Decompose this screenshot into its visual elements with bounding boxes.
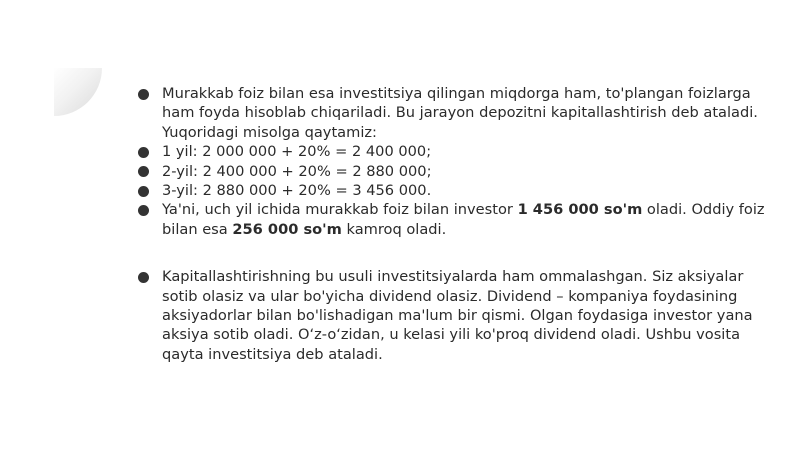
bullet-year-1: 1 yil: 2 000 000 + 20% = 2 400 000; — [137, 142, 777, 161]
bullet-summary — [137, 200, 777, 239]
summary-amount-compound: 1 456 000 so'm — [517, 201, 643, 219]
bullet-year-3: 3-yil: 2 880 000 + 20% = 3 456 000. — [137, 181, 777, 200]
summary-text-1: Ya'ni, uch yil ichida murakkab foiz bilan investor — [162, 201, 518, 219]
summary-text-2: oladi. Oddiy foiz bilan esa — [162, 201, 765, 238]
summary-text-3: kamroq oladi. — [341, 220, 447, 238]
bullet-compound-interest: Murakkab foiz bilan esa investitsiya qilingan miqdorga ham, to'plangan foizlarga ham foyda hisoblab chiqariladi. Bu jarayon depozitni kapitallashtirish deb ataladi. Yuqoridagi misolga qaytamiz: — [137, 84, 777, 142]
summary-amount-simple: 256 000 so'm — [232, 220, 342, 238]
bullet-year-2: 2-yil: 2 400 000 + 20% = 2 880 000; — [137, 162, 777, 181]
corner-decoration — [54, 68, 102, 116]
bullet-list — [137, 84, 777, 364]
bullet-reinvestment: Kapitallashtirishning bu usuli investitsiyalarda ham ommalashgan. Siz aksiyalar sotib olasiz va ular bo'yicha dividend olasiz. Dividend – kompaniya foydasining aksiyadorlar bilan bo'lishadigan ma'lum bir qismi. Olgan foydasiga investor yana aksiya sotib oladi. O‘z-o‘zidan, u kelasi yili ko'proq dividend oladi. Ushbu vosita qayta investitsiya deb ataladi. — [137, 267, 777, 364]
slide-content — [137, 84, 777, 364]
